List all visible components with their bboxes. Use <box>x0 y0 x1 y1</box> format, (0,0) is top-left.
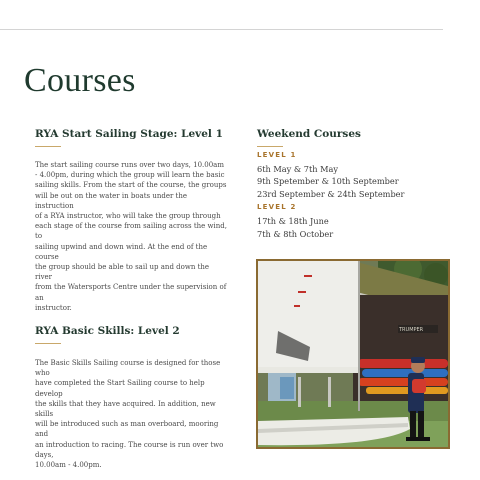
date-item: 9th Spetember & 10th September <box>257 176 399 187</box>
level1-label: LEVEL 1 <box>257 151 297 159</box>
body-line: of a RYA instructor, who will take the group through <box>35 212 221 221</box>
body-line: an introduction to racing. The course is run over two days, <box>35 440 224 459</box>
date-item: 17th & 18th June <box>257 216 329 227</box>
body-line: the group should be able to sail up and down the river <box>35 263 210 282</box>
body-line: will be introduced such as man overboard, mooring and <box>35 420 219 439</box>
body-line: have completed the Start Sailing course to help develop <box>35 379 205 398</box>
body-line: sailing upwind and down wind. At the end of the course <box>35 242 208 261</box>
body-line: - 4.00pm, during which the group will learn the basic <box>35 171 225 180</box>
right-column <box>257 128 452 240</box>
date-item: 23rd September & 24th September <box>257 188 405 199</box>
sailing-photo <box>256 259 450 449</box>
body-line: will be out on the water in boats under the instruction <box>35 191 188 210</box>
date-item: 6th May & 7th May <box>257 164 339 174</box>
body-line: each stage of the course from sailing across the wind, to <box>35 222 227 241</box>
page-title: Courses <box>24 62 136 99</box>
section-body-level1 <box>35 160 227 313</box>
weekend-courses-heading: Weekend Courses <box>257 128 361 140</box>
left-column <box>35 128 227 470</box>
body-line: 10.00am - 4.00pm. <box>35 461 102 470</box>
section-heading-level2: RYA Basic Skills: Level 2 <box>35 325 180 338</box>
body-line: sailing skills. From the start of the course, the groups <box>35 181 227 190</box>
building-sign: TRUMPER <box>399 327 424 333</box>
body-line: The start sailing course runs over two days, 10.00am <box>35 161 224 169</box>
body-line: the skills that they have acquired. In addition, new skills <box>35 399 216 419</box>
body-line: instructor. <box>35 303 72 312</box>
body-line: The Basic Skills Sailing course is designed for those who <box>35 359 221 378</box>
level2-label: LEVEL 2 <box>257 203 297 212</box>
body-line: from the Watersports Centre under the supervision of an <box>35 283 227 302</box>
section-heading-level1: RYA Start Sailing Stage: Level 1 <box>35 128 223 140</box>
top-divider <box>0 29 443 30</box>
section-body-level2 <box>35 358 227 470</box>
date-item: 7th & 8th October <box>257 228 334 239</box>
